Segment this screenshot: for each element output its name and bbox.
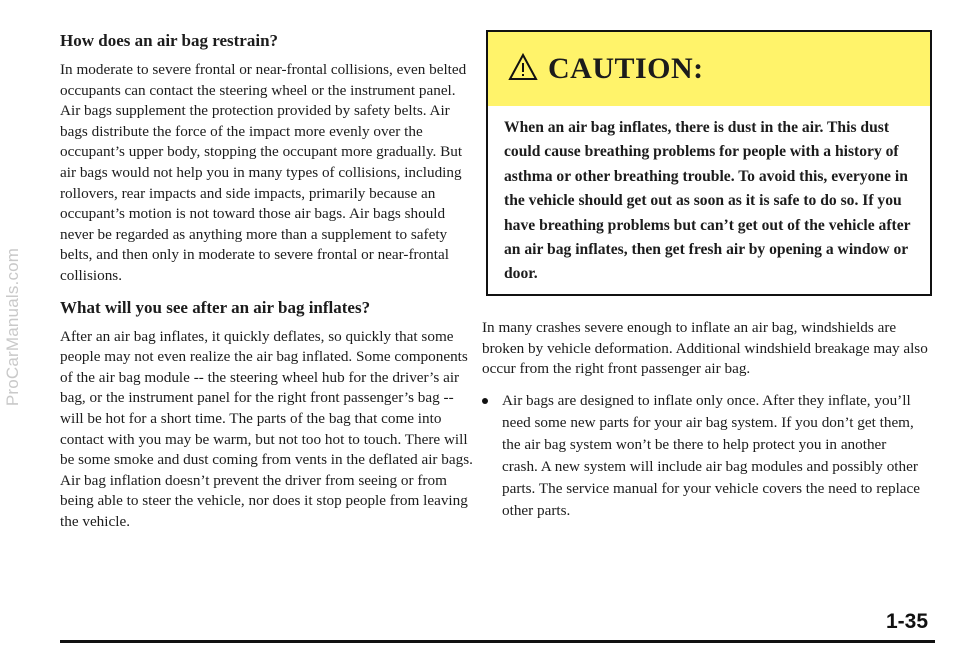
paragraph-windshield: In many crashes severe enough to inflate an air bag, windshields are broken by vehicle deformation. Additional windshield breakage may also occur from the right front passenger air bag.: [482, 319, 928, 378]
list-item: [482, 390, 934, 522]
paragraph-restrain: In moderate to severe frontal or near-frontal collisions, even belted occupants can contact the steering wheel or the instrument panel. Air bags supplement the protection provided by safety belts. Air bags distribute the force of the impact more evenly over the occupant’s upper body, stopping the occupant more gradually. But air bags would not help you in many types of collisions, including rollovers, rear impacts and side impacts, primarily because an occupant’s motion is not toward those air bags. Air bags should never be regarded as anything more than a supplement to safety belts, and then only in moderate to severe frontal or near-frontal collisions.: [60, 61, 467, 284]
left-column: [60, 30, 478, 542]
paragraph-after-inflate: After an air bag inflates, it quickly deflates, so quickly that some people may not even realize the air bag inflated. Some components of the air bag module -- the steering wheel hub for the driver’s air bag, or the instrument panel for the right front passenger’s bag -- will be hot for a short time. The parts of the bag that come into contact with you may be warm, but not too hot to touch. There will be some smoke and dust coming from vents in the deflated air bags. Air bag inflation doesn’t prevent the driver from seeing or from being able to steer the vehicle, nor does it stop people from leaving the vehicle.: [60, 327, 473, 530]
watermark: [2, 0, 24, 653]
heading-air-bag-restrain: How does an air bag restrain?: [60, 31, 279, 50]
page-number: 1-35: [885, 610, 928, 633]
caution-body: When an air bag inflates, there is dust in the air. This dust could cause breathing problems for people with a history of asthma or other breathing trouble. To avoid this, everyone in the vehicle should get out as soon as it is safe to do so. If you have breathing problems but can’t get out of the vehicle after an air bag inflates, then get fresh air by opening a window or door.: [504, 119, 911, 283]
warning-triangle-icon: [508, 53, 538, 86]
right-content: [482, 318, 934, 522]
footer-rule: [60, 640, 935, 643]
bullet-icon: [482, 398, 488, 404]
watermark-text: ProCarManuals.com: [3, 247, 22, 406]
bullet-text: Air bags are designed to inflate only once. After they inflate, you’ll need some new parts for your air bag system. If you don’t get them, the air bag system won’t be there to help protect you in another crash. A new system will include air bag modules and possibly other parts. The service manual for your vehicle covers the need to replace other parts.: [502, 391, 921, 519]
heading-after-inflate: What will you see after an air bag inflates?: [60, 297, 371, 317]
caution-header: [488, 32, 930, 106]
caution-box: [486, 30, 932, 296]
right-column: [482, 30, 934, 522]
caution-title: CAUTION:: [548, 52, 704, 85]
